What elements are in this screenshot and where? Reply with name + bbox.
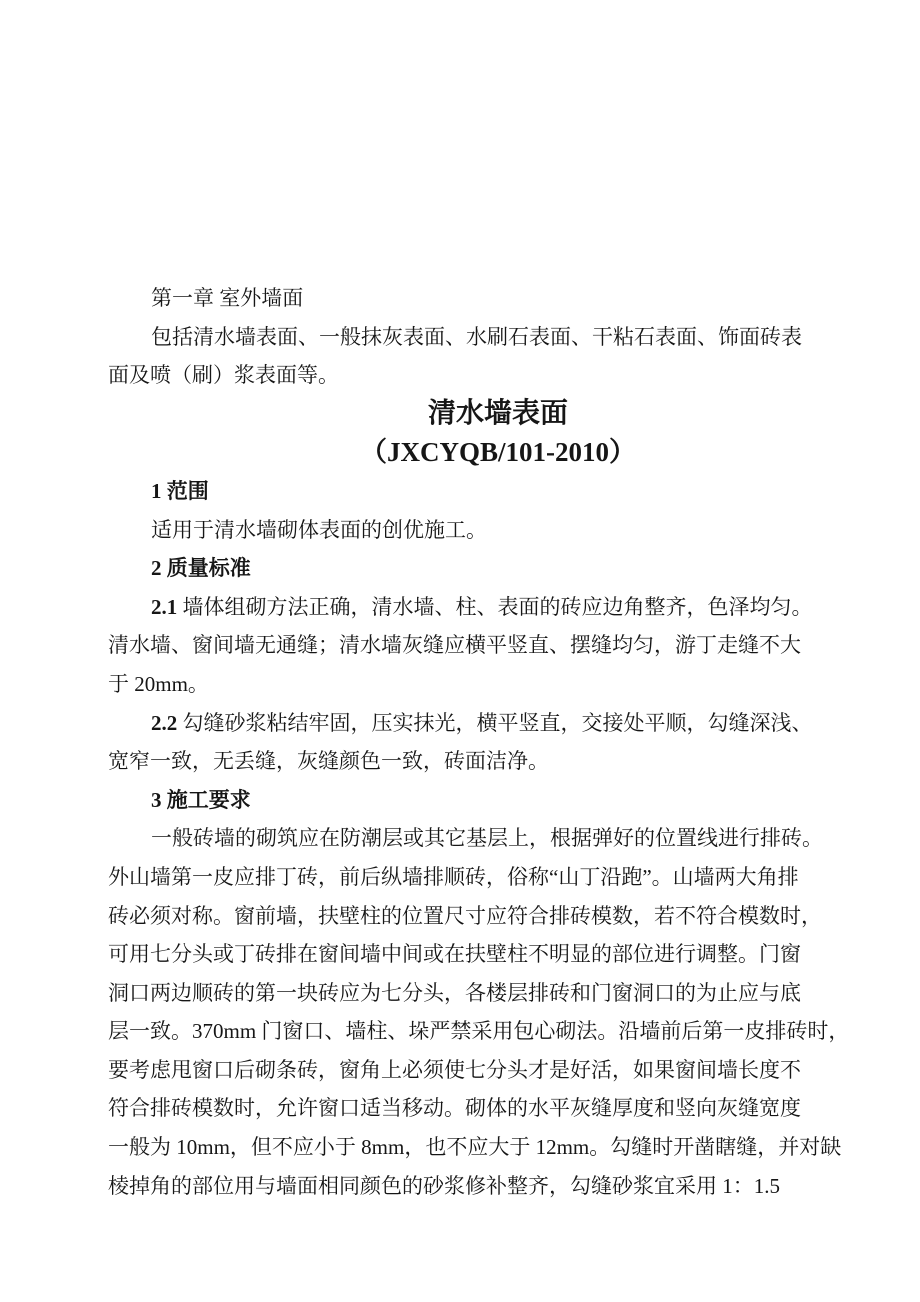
section-3-body-line-10: 棱掉角的部位用与墙面相同颜色的砂浆修补整齐，勾缝砂浆宜采用 1：1.5 <box>108 1173 780 1198</box>
section-1-body-line: 适用于清水墙砌体表面的创优施工。 <box>151 517 487 542</box>
clause-2-2-line-1 <box>108 704 824 743</box>
section-3-body-line-4: 可用七分头或丁砖排在窗间墙中间或在扶壁柱不明显的部位进行调整。门窗 <box>108 942 801 967</box>
clause-2-2-line-2: 宽窄一致，无丢缝，灰缝颜色一致，砖面洁净。 <box>108 749 549 774</box>
clause-2-2-text: 勾缝砂浆粘结牢固，压实抹光，横平竖直，交接处平顺，勾缝深浅、 <box>182 710 813 735</box>
section-3-body-line-3: 砖必须对称。窗前墙，扶壁柱的位置尺寸应符合排砖模数，若不符合模数时， <box>108 903 822 928</box>
clause-2-1-number: 2.1 <box>151 594 183 619</box>
section-3-body-line-9: 一般为 10mm，但不应小于 8mm，也不应大于 12mm。勾缝时开凿瞎缝，并对缺 <box>108 1135 842 1160</box>
clause-2-1-line-1 <box>108 588 824 627</box>
doc-title: 清水墙表面 <box>427 397 568 429</box>
section-3-body-line-7: 要考虑甩窗口后砌条砖，窗角上必须使七分头才是好活，如果窗间墙长度不 <box>108 1057 801 1082</box>
clause-2-1-line-2: 清水墙、窗间墙无通缝；清水墙灰缝应横平竖直、摆缝均匀，游丁走缝不大 <box>108 633 801 658</box>
intro-line-2: 面及喷（刷）浆表面等。 <box>108 363 339 388</box>
section-3-body-line-8: 符合排砖模数时，允许窗口适当移动。砌体的水平灰缝厚度和竖向灰缝宽度 <box>108 1096 801 1121</box>
chapter-heading: 第一章 室外墙面 <box>151 286 304 310</box>
section-3-body-line-1: 一般砖墙的砌筑应在防潮层或其它基层上，根据弹好的位置线进行排砖。 <box>151 826 823 851</box>
section-3-body-line-2: 外山墙第一皮应排丁砖，前后纵墙排顺砖，俗称“山丁沿跑”。山墙两大角排 <box>108 864 799 889</box>
intro-line-1: 包括清水墙表面、一般抹灰表面、水刷石表面、干粘石表面、饰面砖表 <box>151 324 802 349</box>
clause-2-1-text: 墙体组砌方法正确，清水墙、柱、表面的砖应边角整齐，色泽均匀。 <box>182 594 813 619</box>
clause-2-2-number: 2.2 <box>151 710 183 735</box>
section-3-heading: 3 施工要求 <box>151 787 251 812</box>
doc-standard-code: （JXCYQB/101-2010） <box>360 437 636 468</box>
section-3-body-line-5: 洞口两边顺砖的第一块砖应为七分头，各楼层排砖和门窗洞口的为止应与底 <box>108 980 801 1005</box>
section-1-heading: 1 范围 <box>151 478 209 503</box>
clause-2-1-line-3: 于 20mm。 <box>108 671 209 696</box>
section-3-body-line-6: 层一致。370mm 门窗口、墙柱、垛严禁采用包心砌法。沿墙前后第一皮排砖时， <box>108 1019 850 1044</box>
section-2-heading: 2 质量标准 <box>151 556 251 581</box>
